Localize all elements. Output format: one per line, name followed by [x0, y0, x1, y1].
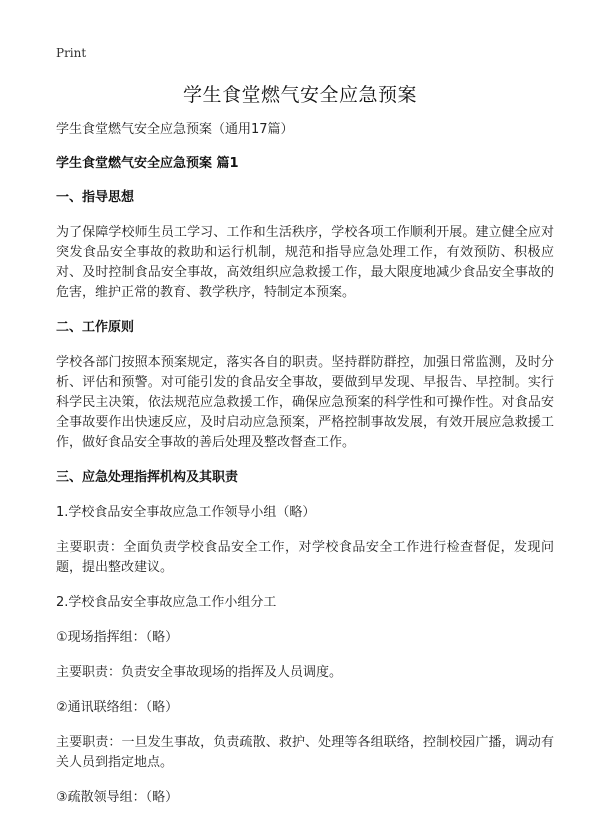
paragraph-leading-group-duties: 主要职责：全面负责学校食品安全工作，对学校食品安全工作进行检查督促，发现问题，提出整改建议。: [56, 540, 554, 575]
paragraph-work-principles: 学校各部门按照本预案规定，落实各自的职责。坚持群防群控，加强日常监测，及时分析、评估和预警。对可能引发的食品安全事故，要做到早发现、早报告、早控制。实行科学民主决策，依法规范应急救援工作，确保应急预案的科学性和可操作性。对食品安全事故要作出快速反应，及时启动应急预案，严格控制事故发展，有效开展应急救援工作，做好食品安全事故的善后处理及整改督查工作。: [56, 355, 554, 450]
paragraph-communication-group: ②通讯联络组：（略）: [56, 700, 179, 715]
heading-work-principles: 二、工作原则: [56, 320, 135, 335]
paragraph-working-groups: 2.学校食品安全事故应急工作小组分工: [56, 595, 277, 610]
document-body: [56, 120, 554, 808]
section-title: 学生食堂燃气安全应急预案 篇1: [56, 156, 239, 171]
print-link[interactable]: Print: [56, 46, 87, 60]
heading-guiding-ideology: 一、指导思想: [56, 190, 135, 205]
document-title: 学生食堂燃气安全应急预案: [182, 84, 417, 106]
paragraph-evacuation-group: ③疏散领导组：（略）: [56, 790, 179, 805]
paragraph-leading-group: 1.学校食品安全事故应急工作领导小组（略）: [56, 505, 316, 520]
heading-command-structure: 三、应急处理指挥机构及其职责: [56, 470, 239, 485]
paragraph-communication-duties: 主要职责：一旦发生事故，负责疏散、救护、处理等各组联络，控制校园广播，调动有关人员到指定地点。: [56, 735, 554, 770]
paragraph-guiding-ideology: 为了保障学校师生员工学习、工作和生活秩序，学校各项工作顺利开展。建立健全应对突发食品安全事故的救助和运行机制，规范和指导应急处理工作，有效预防、积极应对、及时控制食品安全事故，高效组织应急救援工作，最大限度地减少食品安全事故的危害，维护正常的教育、教学秩序，特制定本预案。: [56, 225, 554, 300]
paragraph-site-command-group: ①现场指挥组：（略）: [56, 630, 179, 645]
paragraph-site-command-duties: 主要职责：负责安全事故现场的指挥及人员调度。: [56, 665, 343, 680]
document-subtitle: 学生食堂燃气安全应急预案（通用17篇）: [56, 122, 294, 137]
